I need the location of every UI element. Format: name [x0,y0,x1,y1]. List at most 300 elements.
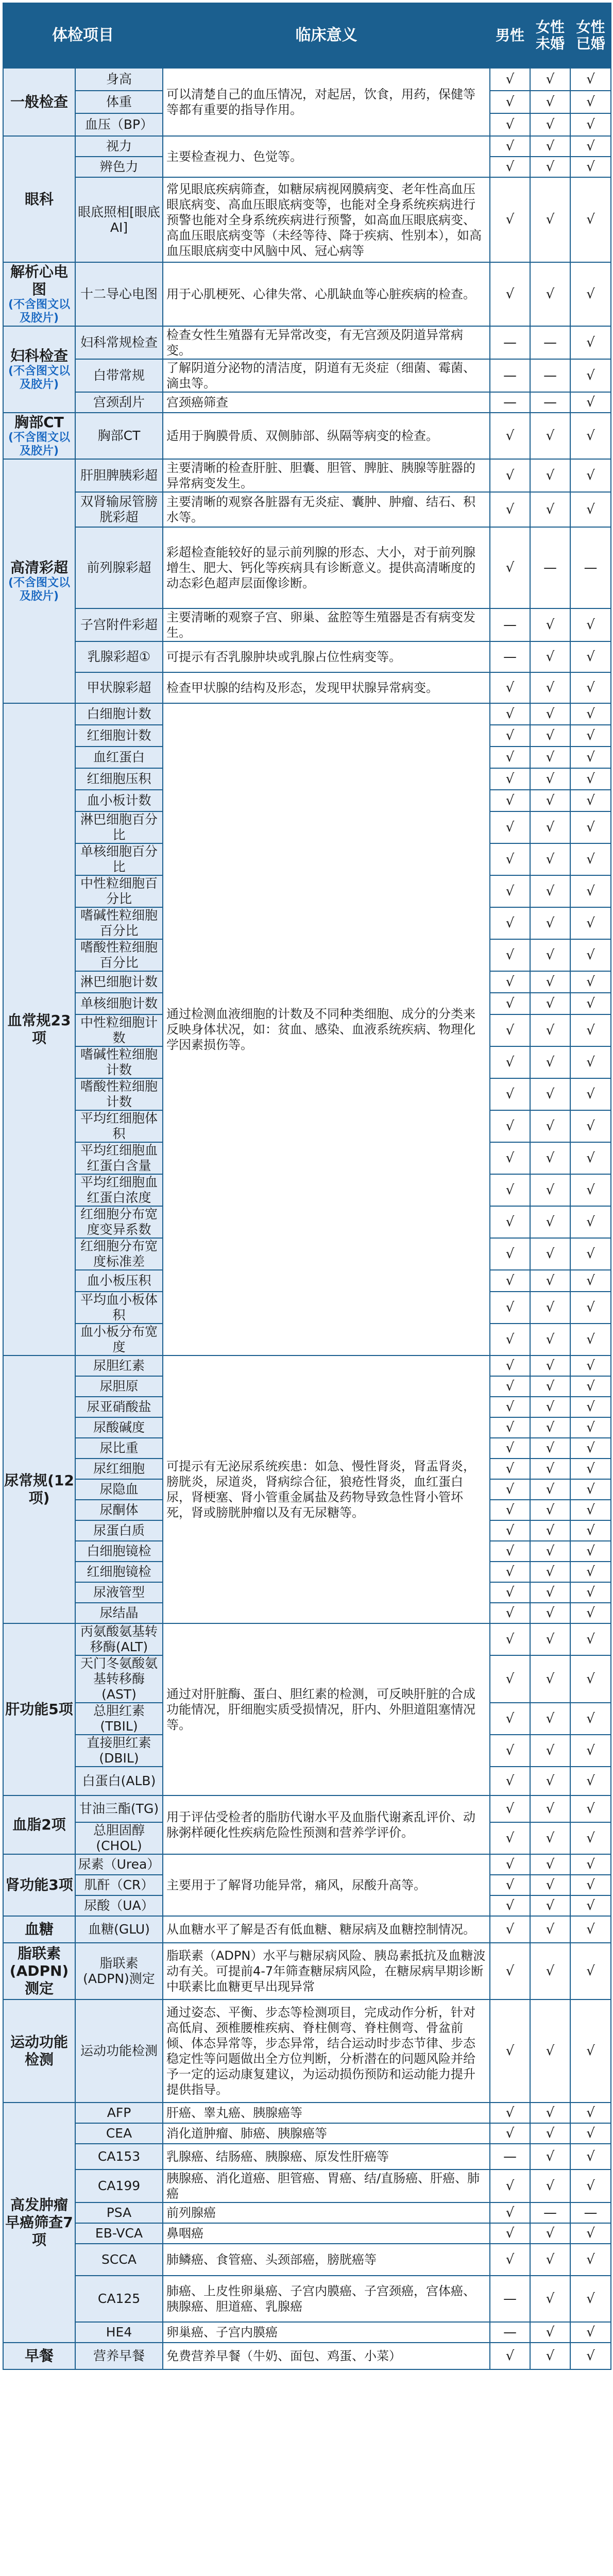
category-note: (不含图文以及胶片) [8,577,71,603]
clinical-meaning: 可以清楚自己的血压情况，对起居，饮食，用药，保健等等都有重要的指导作用。 [163,68,490,136]
category-cell [3,136,75,262]
mark-male: √ [490,1324,530,1355]
exam-item: 平均红细胞体积 [75,1110,163,1142]
mark-female-unmarried: √ [530,1767,570,1795]
mark-male: — [490,608,530,641]
mark-male: √ [490,136,530,157]
mark-female-unmarried: √ [530,811,570,843]
category-label: 血脂2项 [12,1816,66,1833]
mark-female-married: √ [570,2343,611,2369]
mark-female-married: √ [570,608,611,641]
mark-female-married: √ [570,2103,611,2123]
mark-female-unmarried: √ [530,1703,570,1735]
mark-female-married: √ [570,1142,611,1174]
mark-male: √ [490,2170,530,2202]
exam-item: 尿胆原 [75,1376,163,1397]
table-row [3,413,611,459]
category-label: 肾功能3项 [5,1876,73,1893]
mark-male: √ [490,68,530,91]
header-female-unmarried: 女性未婚 [530,3,570,68]
mark-female-unmarried: √ [530,2123,570,2144]
category-note: (不含图文以及胶片) [8,431,71,457]
mark-female-unmarried: √ [530,1795,570,1822]
mark-female-unmarried: √ [530,1999,570,2103]
mark-female-married: √ [570,1895,611,1916]
exam-item: 尿酮体 [75,1500,163,1520]
mark-female-unmarried: √ [530,262,570,326]
mark-male: √ [490,907,530,939]
mark-male: √ [490,1655,530,1703]
category-label: 一般检查 [10,93,68,110]
exam-item: 单核细胞计数 [75,993,163,1014]
exam-item: 妇科常规检查 [75,326,163,359]
category-cell [3,1623,75,1795]
mark-male: √ [490,725,530,747]
mark-female-unmarried: √ [530,2144,570,2170]
exam-item: 中性粒细胞计数 [75,1014,163,1046]
mark-female-unmarried: √ [530,1562,570,1582]
mark-female-unmarried: — [530,527,570,608]
mark-female-unmarried: √ [530,725,570,747]
mark-female-unmarried: √ [530,1854,570,1875]
mark-male: √ [490,1795,530,1822]
mark-female-unmarried: √ [530,790,570,811]
mark-female-unmarried: √ [530,1895,570,1916]
mark-female-married: √ [570,1541,611,1562]
exam-item: 天门冬氨酸氨基转移酶(AST) [75,1655,163,1703]
mark-female-unmarried: √ [530,747,570,768]
table-row [3,492,611,527]
mark-male: √ [490,1206,530,1238]
mark-female-married: √ [570,1520,611,1541]
clinical-meaning: 从血糖水平了解是否有低血糖、糖尿病及血糖控制情况。 [163,1916,490,1943]
mark-female-married: √ [570,1014,611,1046]
mark-female-married: √ [570,1875,611,1895]
mark-female-married: √ [570,1355,611,1376]
mark-male: — [490,2322,530,2343]
mark-female-unmarried: √ [530,1822,570,1854]
mark-female-unmarried: √ [530,1238,570,1270]
exam-item: 尿比重 [75,1438,163,1459]
mark-male: √ [490,2343,530,2369]
clinical-meaning: 检查甲状腺的结构及形态，发现甲状腺异常病变。 [163,672,490,703]
table-row [3,1943,611,1999]
table-row [3,392,611,413]
exam-item: 运动功能检测 [75,1999,163,2103]
mark-male: √ [490,1999,530,2103]
mark-female-married: √ [570,1943,611,1999]
exam-table [3,3,611,2370]
mark-female-married: √ [570,1767,611,1795]
exam-item: 视力 [75,136,163,157]
category-cell [3,1355,75,1623]
mark-male: √ [490,413,530,459]
mark-female-unmarried: √ [530,1541,570,1562]
exam-item: 白带常规 [75,359,163,392]
exam-item: 脂联素(ADPN)测定 [75,1943,163,1999]
mark-male: √ [490,790,530,811]
mark-male: — [490,326,530,359]
clinical-meaning: 了解阴道分泌物的清洁度，阴道有无炎症（细菌、霉菌、滴虫等。 [163,359,490,392]
mark-male: — [490,2144,530,2170]
exam-item: 红细胞镜检 [75,1562,163,1582]
exam-item: 单核细胞百分比 [75,843,163,875]
category-label: 高发肿瘤早癌筛查7项 [5,2196,73,2248]
mark-female-married: √ [570,1916,611,1943]
mark-male: √ [490,492,530,527]
mark-female-unmarried: √ [530,641,570,672]
clinical-meaning: 主要用于了解肾功能异常，痛风，尿酸升高等。 [163,1854,490,1916]
mark-female-unmarried: √ [530,939,570,971]
mark-female-married: √ [570,1238,611,1270]
mark-male: √ [490,459,530,492]
mark-female-married: √ [570,1999,611,2103]
table-row [3,2170,611,2202]
mark-female-married: √ [570,1174,611,1206]
mark-male: √ [490,703,530,725]
exam-item: 白细胞计数 [75,703,163,725]
mark-female-married: √ [570,1655,611,1703]
mark-female-unmarried: √ [530,1397,570,1417]
mark-female-unmarried: √ [530,91,570,113]
mark-female-unmarried: √ [530,1046,570,1078]
mark-female-married: √ [570,1292,611,1324]
mark-female-unmarried: √ [530,1520,570,1541]
mark-male: √ [490,1110,530,1142]
exam-item: EB-VCA [75,2223,163,2244]
category-label: 肝功能5项 [5,1701,73,1718]
exam-item: CEA [75,2123,163,2144]
mark-male: √ [490,939,530,971]
mark-female-married: √ [570,1623,611,1655]
clinical-meaning: 通过检测血液细胞的计数及不同种类细胞、成分的分类来反映身体状况，如：贫血、感染、血液系统疾病、物理化学因素损伤等。 [163,703,490,1355]
mark-female-unmarried: √ [530,1603,570,1623]
exam-item: 嗜碱性粒细胞计数 [75,1046,163,1078]
mark-male: √ [490,1142,530,1174]
mark-male: √ [490,1767,530,1795]
table-row [3,608,611,641]
mark-male: √ [490,1397,530,1417]
exam-item: 总胆红素(TBIL) [75,1703,163,1735]
exam-item: 尿隐血 [75,1479,163,1500]
mark-female-married: √ [570,1703,611,1735]
mark-male: √ [490,1854,530,1875]
mark-male: √ [490,1014,530,1046]
category-cell [3,1943,75,1999]
category-label: 血糖 [24,1921,54,1938]
mark-male: √ [490,811,530,843]
category-cell [3,459,75,703]
exam-item: 尿酸碱度 [75,1417,163,1438]
mark-female-unmarried: — [530,392,570,413]
mark-female-unmarried: √ [530,1376,570,1397]
clinical-meaning: 胰腺癌、消化道癌、胆管癌、胃癌、结/直肠癌、肝癌、肺癌 [163,2170,490,2202]
clinical-meaning: 前列腺癌 [163,2202,490,2223]
category-note: (不含图文以及胶片) [8,298,71,325]
mark-female-unmarried: √ [530,1292,570,1324]
table-row [3,641,611,672]
exam-item: HE4 [75,2322,163,2343]
mark-male: √ [490,971,530,993]
exam-item: 红细胞压积 [75,768,163,790]
mark-female-married: √ [570,1603,611,1623]
mark-female-unmarried: √ [530,703,570,725]
mark-female-married: √ [570,1459,611,1479]
clinical-meaning: 可提示有无泌尿系统疾患：如急、慢性肾炎，肾盂肾炎，膀胱炎，尿道炎，肾病综合征，狼疮性肾炎，血红蛋白尿，肾梗塞、肾小管重金属盐及药物导致急性肾小管坏死，肾或膀胱肿瘤以及有无尿糖等。 [163,1355,490,1623]
exam-item: 平均红细胞血红蛋白浓度 [75,1174,163,1206]
mark-female-unmarried: √ [530,1014,570,1046]
clinical-meaning: 免费营养早餐（牛奶、面包、鸡蛋、小菜） [163,2343,490,2369]
mark-female-unmarried: √ [530,459,570,492]
exam-item: 子宫附件彩超 [75,608,163,641]
mark-female-married: √ [570,2276,611,2322]
mark-female-unmarried: √ [530,1655,570,1703]
exam-item: 尿红细胞 [75,1459,163,1479]
mark-female-unmarried: — [530,359,570,392]
mark-female-unmarried: √ [530,1735,570,1767]
exam-item: 血红蛋白 [75,747,163,768]
mark-male: √ [490,1603,530,1623]
exam-item: 前列腺彩超 [75,527,163,608]
table-row [3,2123,611,2144]
category-cell [3,1916,75,1943]
mark-female-married: √ [570,875,611,907]
exam-item: 双肾输尿管膀胱彩超 [75,492,163,527]
category-label: 眼科 [24,190,54,208]
category-note: (不含图文以及胶片) [8,365,71,391]
mark-male: — [490,392,530,413]
clinical-meaning: 脂联素（ADPN）水平与糖尿病风险、胰岛素抵抗及血糖波动有关。可提前4-7年筛查糖尿病风险，在糖尿病早期诊断中联素比血糖更早出现异常 [163,1943,490,1999]
mark-female-unmarried: √ [530,2223,570,2244]
clinical-meaning: 通过对肝脏酶、蛋白、胆红素的检测，可反映肝脏的合成功能情况，肝细胞实质受损情况，肝内、外胆道阻塞情况等。 [163,1623,490,1795]
table-row [3,2244,611,2276]
mark-male: √ [490,1822,530,1854]
clinical-meaning: 适用于胸膜骨质、双侧肺部、纵隔等病变的检查。 [163,413,490,459]
exam-item: 白蛋白(ALB) [75,1767,163,1795]
mark-male: √ [490,993,530,1014]
mark-female-married: √ [570,1046,611,1078]
category-cell [3,413,75,459]
exam-item: 红细胞分布宽度标准差 [75,1238,163,1270]
mark-female-unmarried: √ [530,2170,570,2202]
mark-female-married: √ [570,768,611,790]
mark-female-married: √ [570,1479,611,1500]
table-row [3,672,611,703]
mark-male: √ [490,1735,530,1767]
mark-male: √ [490,1174,530,1206]
table-row [3,2103,611,2123]
mark-female-married: √ [570,91,611,113]
mark-female-unmarried: √ [530,907,570,939]
mark-female-married: √ [570,1582,611,1603]
exam-item: 辨色力 [75,157,163,177]
mark-female-unmarried: √ [530,1174,570,1206]
mark-female-married: √ [570,2144,611,2170]
exam-item: CA125 [75,2276,163,2322]
exam-item: 嗜酸性粒细胞计数 [75,1078,163,1110]
clinical-meaning: 用于心肌梗死、心律失常、心肌缺血等心脏疾病的检查。 [163,262,490,326]
exam-item: PSA [75,2202,163,2223]
exam-item: 宫颈刮片 [75,392,163,413]
clinical-meaning: 肝癌、睾丸癌、胰腺癌等 [163,2103,490,2123]
category-label: 胸部CT [14,414,64,431]
table-body [3,68,611,2369]
clinical-meaning: 用于评估受检者的脂肪代谢水平及血脂代谢紊乱评价、动脉粥样硬化性疾病危险性预测和营养学评价。 [163,1795,490,1854]
category-label: 高清彩超 [10,559,68,576]
exam-item: 血小板压积 [75,1270,163,1292]
clinical-meaning: 通过姿态、平衡、步态等检测项目，完成动作分析，针对高低肩、颈椎腰椎疾病、脊柱侧弯、脊柱侧弯、骨盆前倾、体态异常等，步态异常，结合运动时步态节律、步态稳定性等问题做出全方位判断，分析潜在的问题风险并给予一定的运动康复建议，为运动损伤预防和运动能力提升提供指导。 [163,1999,490,2103]
exam-item: 尿酸（UA） [75,1895,163,1916]
exam-item: 丙氨酸氨基转移酶(ALT) [75,1623,163,1655]
mark-male: — [490,641,530,672]
mark-female-unmarried: √ [530,413,570,459]
exam-item: 眼底照相[眼底AI] [75,177,163,262]
exam-item: 血小板计数 [75,790,163,811]
exam-item: 血压（BP） [75,113,163,136]
mark-male: √ [490,747,530,768]
mark-male: √ [490,91,530,113]
mark-female-unmarried: √ [530,2276,570,2322]
mark-female-unmarried: √ [530,68,570,91]
table-row [3,2343,611,2369]
table-row [3,2223,611,2244]
mark-female-married: √ [570,157,611,177]
mark-female-married: √ [570,1078,611,1110]
clinical-meaning: 主要检查视力、色觉等。 [163,136,490,177]
mark-female-married: √ [570,971,611,993]
mark-female-married: √ [570,2244,611,2276]
table-row [3,262,611,326]
mark-female-unmarried: √ [530,492,570,527]
mark-female-married: √ [570,1417,611,1438]
mark-male: √ [490,875,530,907]
mark-female-married: √ [570,1270,611,1292]
mark-male: √ [490,2223,530,2244]
exam-item: 红细胞分布宽度变异系数 [75,1206,163,1238]
exam-item: 甘油三酯(TG) [75,1795,163,1822]
table-row [3,2144,611,2170]
category-cell [3,326,75,413]
clinical-meaning: 鼻咽癌 [163,2223,490,2244]
mark-male: √ [490,1703,530,1735]
exam-item: 中性粒细胞百分比 [75,875,163,907]
mark-female-unmarried: √ [530,608,570,641]
mark-female-married: √ [570,641,611,672]
mark-male: √ [490,1355,530,1376]
mark-male: √ [490,177,530,262]
mark-female-married: √ [570,113,611,136]
category-label: 妇科检查 [10,347,68,364]
mark-female-married: √ [570,1795,611,1822]
table-row [3,2322,611,2343]
table-header-row [3,3,611,68]
table-row [3,703,611,725]
mark-female-married: √ [570,392,611,413]
table-row [3,2276,611,2322]
table-row [3,68,611,91]
exam-item: AFP [75,2103,163,2123]
mark-male: √ [490,1875,530,1895]
table-row [3,359,611,392]
category-cell [3,2343,75,2369]
exam-item: 尿素（Urea） [75,1854,163,1875]
category-cell [3,1854,75,1916]
mark-female-married: √ [570,326,611,359]
mark-male: √ [490,1438,530,1459]
mark-female-married: √ [570,2123,611,2144]
category-label: 血常规23项 [7,1012,71,1046]
mark-male: — [490,2276,530,2322]
mark-female-unmarried: √ [530,1270,570,1292]
mark-male: √ [490,1943,530,1999]
exam-item: CA199 [75,2170,163,2202]
table-row [3,527,611,608]
mark-male: √ [490,2202,530,2223]
mark-male: √ [490,1376,530,1397]
mark-female-unmarried: √ [530,177,570,262]
mark-male: √ [490,1078,530,1110]
mark-male: √ [490,1541,530,1562]
category-label: 解析心电图 [10,263,68,298]
table-row [3,326,611,359]
mark-female-unmarried: √ [530,113,570,136]
category-label: 运动功能检测 [10,2033,68,2068]
mark-female-married: √ [570,843,611,875]
mark-male: √ [490,1895,530,1916]
category-label: 尿常规(12项) [4,1472,74,1506]
clinical-meaning: 肺癌、上皮性卵巢癌、子宫内膜癌、子宫颈癌，宫体癌、胰腺癌、胆道癌、乳腺癌 [163,2276,490,2322]
mark-male: √ [490,2244,530,2276]
mark-female-married: √ [570,747,611,768]
table-row [3,177,611,262]
mark-female-married: √ [570,811,611,843]
mark-female-married: √ [570,993,611,1014]
mark-female-married: √ [570,177,611,262]
mark-female-married: √ [570,790,611,811]
mark-female-unmarried: √ [530,1916,570,1943]
mark-female-married: √ [570,413,611,459]
clinical-meaning: 肺鳞癌、食管癌、头颈部癌，膀胱癌等 [163,2244,490,2276]
table-row [3,459,611,492]
mark-female-married: √ [570,939,611,971]
mark-female-unmarried: √ [530,875,570,907]
mark-female-unmarried: √ [530,1078,570,1110]
mark-female-married: √ [570,1500,611,1520]
mark-male: √ [490,1292,530,1324]
mark-female-married: √ [570,262,611,326]
mark-male: √ [490,1500,530,1520]
exam-item: 身高 [75,68,163,91]
mark-female-married: √ [570,2170,611,2202]
header-meaning: 临床意义 [163,3,490,68]
mark-female-married: — [570,2202,611,2223]
exam-item: 肝胆脾胰彩超 [75,459,163,492]
mark-female-unmarried: √ [530,1623,570,1655]
clinical-meaning: 可提示有否乳腺肿块或乳腺占位性病变等。 [163,641,490,672]
exam-item: 尿蛋白质 [75,1520,163,1541]
mark-female-married: √ [570,1206,611,1238]
category-cell [3,1999,75,2103]
mark-male: √ [490,1238,530,1270]
table-row [3,1355,611,1376]
mark-female-unmarried: √ [530,672,570,703]
mark-female-married: √ [570,1562,611,1582]
mark-female-unmarried: √ [530,136,570,157]
mark-female-unmarried: — [530,326,570,359]
mark-male: √ [490,2123,530,2144]
mark-female-married: √ [570,725,611,747]
exam-item: 尿液管型 [75,1582,163,1603]
